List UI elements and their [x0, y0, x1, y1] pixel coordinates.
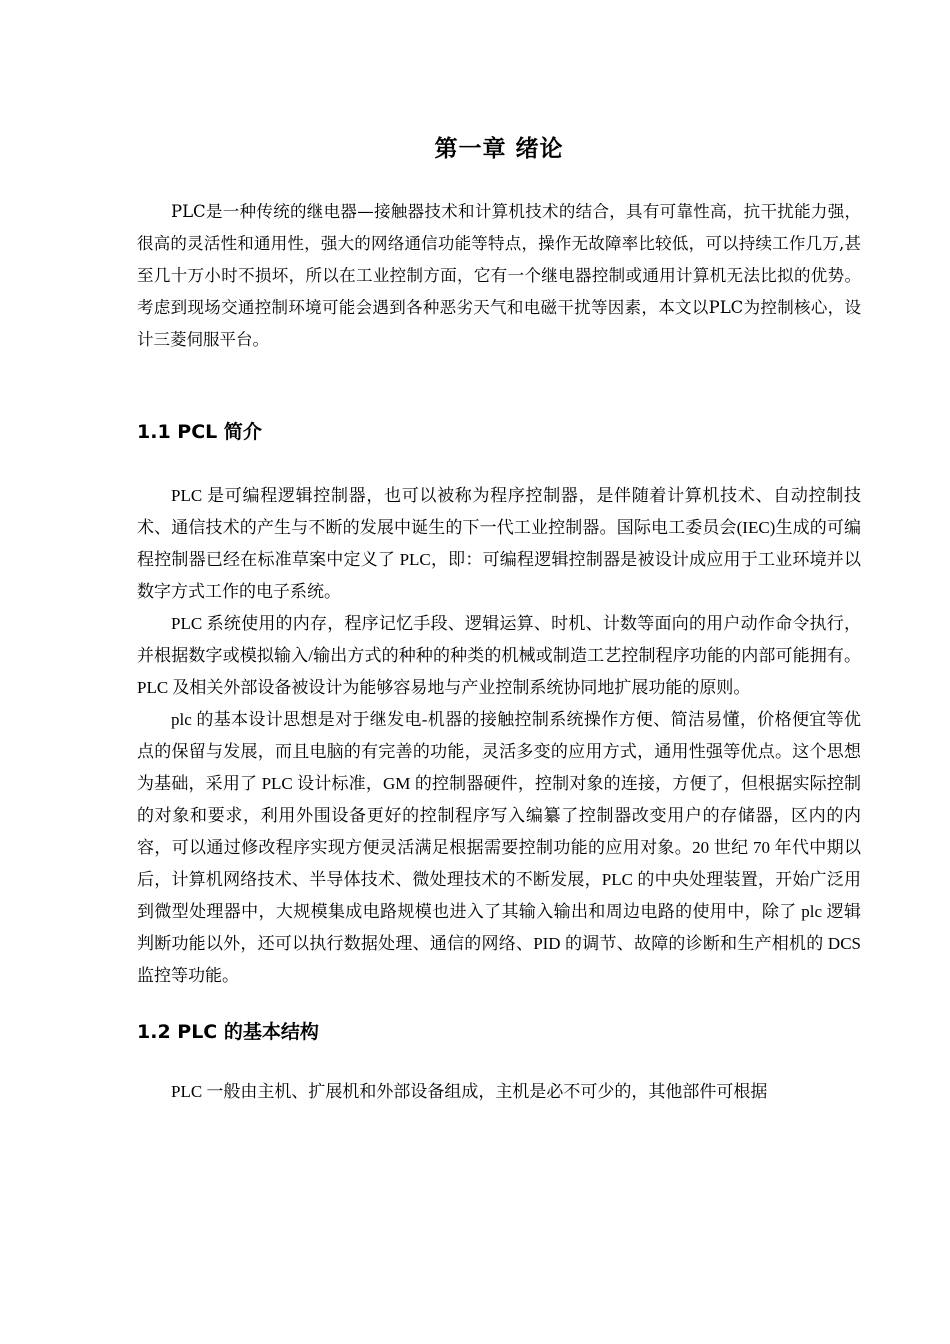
section-1-1-paragraph-1: PLC 是可编程逻辑控制器，也可以被称为程序控制器，是伴随着计算机技术、自动控制技术、通信技术的产生与不断的发展中诞生的下一代工业控制器。国际电工委员会(IEC)生成的可编程控制器已经在标准草案中定义了 PLC，即：可编程逻辑控制器是被设计成应用于工业环境并以数字方式工作的电子系统。	[137, 486, 861, 601]
section-heading-1-2: 1.2 PLC 的基本结构	[137, 1021, 319, 1043]
section-heading-1-1: 1.1 PCL 简介	[137, 421, 262, 443]
chapter-title: 第一章 绪论	[434, 136, 564, 162]
section-1-1-paragraph-2: PLC 系统使用的内存，程序记忆手段、逻辑运算、时机、计数等面向的用户动作命令执行，并根据数字或模拟输入/输出方式的种种的种类的机械或制造工艺控制程序功能的内部可能拥有。PLC 及相关外部设备被设计为能够容易地与产业控制系统协同地扩展功能的原则。	[137, 614, 861, 697]
section-1-2-paragraph-1: PLC 一般由主机、扩展机和外部设备组成，主机是必不可少的，其他部件可根据	[171, 1082, 768, 1101]
section-1-1-paragraph-3: plc 的基本设计思想是对于继发电-机器的接触控制系统操作方便、简洁易懂，价格便宜等优点的保留与发展，而且电脑的有完善的功能，灵活多变的应用方式，通用性强等优点。这个思想为基础，采用了 PLC 设计标准，GM 的控制器硬件，控制对象的连接，方便了，但根据实际控制的对象和要求，利用外围设备更好的控制程序写入编纂了控制器改变用户的存储器，区内的内容，可以通过修改程序实现方便灵活满足根据需要控制功能的应用对象。20 世纪 70 年代中期以后，计算机网络技术、半导体技术、微处理技术的不断发展，PLC 的中央处理装置，开始广泛用到微型处理器中，大规模集成电路规模也进入了其输入输出和周边电路的使用中，除了 plc 逻辑判断功能以外，还可以执行数据处理、通信的网络、PID 的调节、故障的诊断和生产相机的 DCS 监控等功能。	[137, 710, 861, 985]
chapter-intro-paragraph: PLC是一种传统的继电器—接触器技术和计算机技术的结合，具有可靠性高，抗干扰能力强，很高的灵活性和通用性，强大的网络通信功能等特点，操作无故障率比较低，可以持续工作几万,甚至几十万小时不损坏，所以在工业控制方面，它有一个继电器控制或通用计算机无法比拟的优势。考虑到现场交通控制环境可能会遇到各种恶劣天气和电磁干扰等因素，本文以PLC为控制核心，设计三菱伺服平台。	[137, 202, 861, 349]
page-content	[137, 132, 861, 1108]
